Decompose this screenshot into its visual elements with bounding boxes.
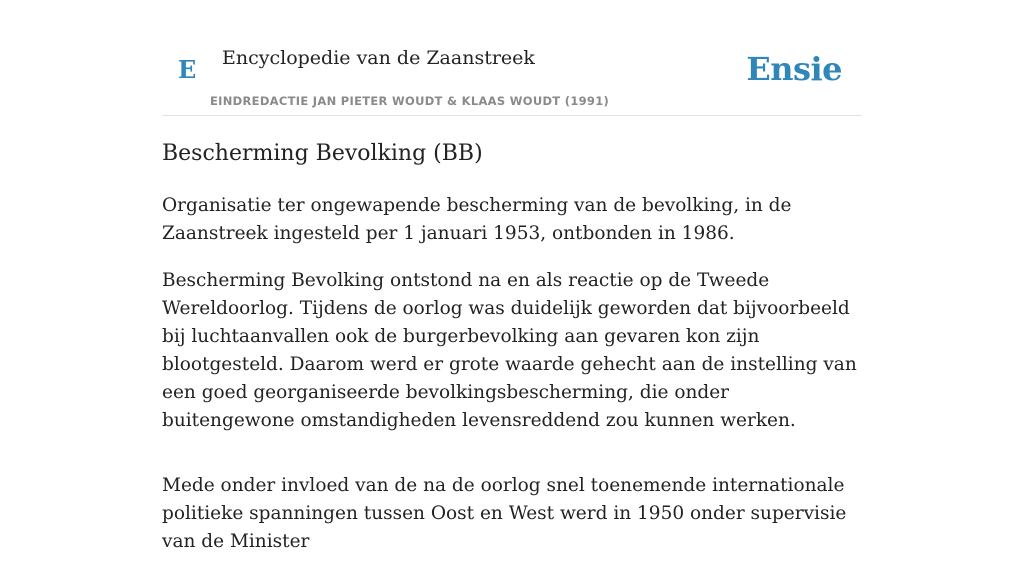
site-title[interactable]: Encyclopedie van de Zaanstreek — [222, 47, 535, 69]
site-logo-icon[interactable]: E — [178, 55, 197, 84]
site-header — [162, 0, 862, 116]
page-title: Bescherming Bevolking (BB) — [162, 141, 483, 166]
article-paragraph: Mede onder invloed van de na de oorlog snel toenemende internationale politieke spanningen tussen Oost en West werd in 1950 onder supervisie van de Minister — [162, 475, 847, 552]
article — [162, 138, 862, 575]
brand-logo[interactable]: Ensie — [746, 50, 842, 88]
site-subtitle: EINDREDACTIE JAN PIETER WOUDT & KLAAS WOUDT (1991) — [210, 94, 610, 108]
article-paragraph: Organisatie ter ongewapende bescherming van de bevolking, in de Zaanstreek ingesteld per 1 januari 1953, ontbonden in 1986. — [162, 195, 792, 244]
article-paragraph: Bescherming Bevolking ontstond na en als reactie op de Tweede Wereldoorlog. Tijdens de oorlog was duidelijk geworden dat bijvoorbeeld bij luchtaanvallen ook de burgerbevolking aan gevaren kon zijn blootgesteld. Daarom werd er grote waarde gehecht aan de instelling van een goed georganiseerde bevolkingsbescherming, die onder buitengewone omstandigheden levensreddend zou kunnen werken. — [162, 270, 857, 431]
